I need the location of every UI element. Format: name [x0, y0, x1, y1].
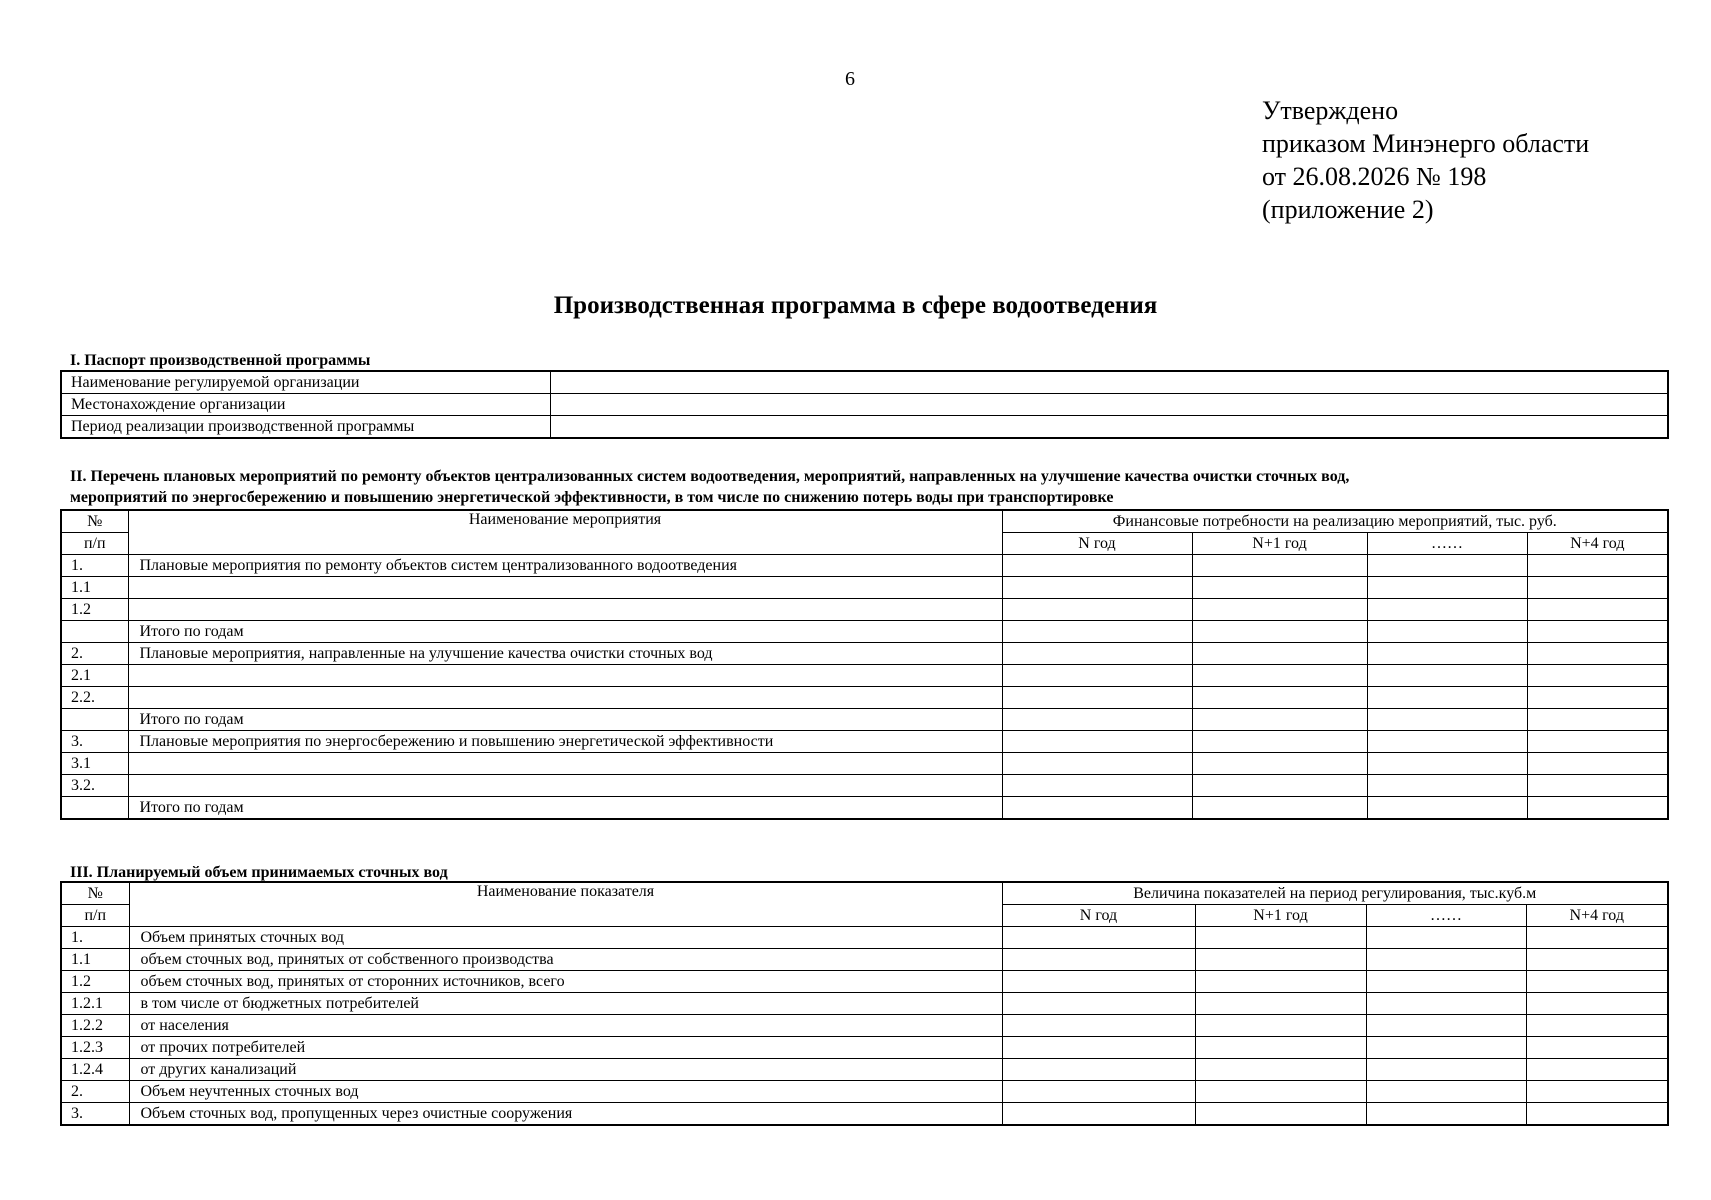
value-cell: [1527, 665, 1668, 687]
value-cell: [1195, 949, 1366, 971]
value-cell: [1526, 1081, 1668, 1103]
value-cell: [1192, 775, 1367, 797]
column-header-year: N+1 год: [1192, 533, 1367, 555]
value-cell: [1002, 1059, 1195, 1081]
row-number: 1.: [61, 927, 129, 949]
row-name: [128, 599, 1002, 621]
page-number: 6: [845, 68, 855, 90]
value-cell: [1195, 1081, 1366, 1103]
value-cell: [1367, 753, 1527, 775]
section2-heading: [70, 466, 1349, 508]
table-row: [61, 731, 1668, 753]
table-row: [61, 665, 1668, 687]
row-number: 2.: [61, 1081, 129, 1103]
volume-table: [60, 881, 1669, 1126]
column-header-num-2: п/п: [61, 905, 129, 927]
value-cell: [1367, 687, 1527, 709]
value-cell: [1002, 971, 1195, 993]
row-number: 1.1: [61, 577, 128, 599]
value-cell: [1002, 927, 1195, 949]
value-cell: [1192, 797, 1367, 820]
row-number: 1.2.1: [61, 993, 129, 1015]
value-cell: [1002, 731, 1192, 753]
row-number: 3.: [61, 1103, 129, 1126]
column-header-num: №: [61, 510, 128, 533]
row-number: [61, 621, 128, 643]
row-number: 1.1: [61, 949, 129, 971]
table-row: [61, 709, 1668, 731]
table-row: [61, 1081, 1668, 1103]
column-header-year: N+1 год: [1195, 905, 1366, 927]
section1-heading: I. Паспорт производственной программы: [70, 352, 371, 369]
table-row: [61, 371, 1668, 394]
value-cell: [1527, 599, 1668, 621]
value-cell: [1526, 1103, 1668, 1126]
value-cell: [1002, 797, 1192, 820]
table-row: [61, 1015, 1668, 1037]
value-cell: [1195, 1015, 1366, 1037]
value-cell: [1527, 621, 1668, 643]
row-number: 2.: [61, 643, 128, 665]
row-number: 3.2.: [61, 775, 128, 797]
value-cell: [1527, 731, 1668, 753]
value-cell: [1367, 731, 1527, 753]
row-name: Итого по годам: [128, 797, 1002, 820]
row-name: [128, 753, 1002, 775]
table-row: [61, 599, 1668, 621]
row-name: Итого по годам: [128, 709, 1002, 731]
table-row: [61, 1059, 1668, 1081]
row-name: [128, 665, 1002, 687]
section2-heading-line: мероприятий по энергосбережению и повышению энергетической эффективности, в том числе по снижению потерь воды при транспортировке: [70, 489, 1114, 506]
value-cell: [1367, 621, 1527, 643]
value-cell: [1195, 927, 1366, 949]
value-cell: [1192, 599, 1367, 621]
row-name: от прочих потребителей: [129, 1037, 1002, 1059]
approval-line: от 26.08.2026 № 198: [1262, 162, 1487, 191]
table-row: [61, 1103, 1668, 1126]
row-number: 1.: [61, 555, 128, 577]
row-name: [128, 577, 1002, 599]
table-row: [61, 1037, 1668, 1059]
value-cell: [1526, 949, 1668, 971]
value-cell: [1526, 1059, 1668, 1081]
value-cell: [1526, 1015, 1668, 1037]
value-cell: [1002, 775, 1192, 797]
row-number: [61, 797, 128, 820]
value-cell: [1527, 555, 1668, 577]
value-cell: [1366, 993, 1526, 1015]
table-row: [61, 687, 1668, 709]
row-name: в том числе от бюджетных потребителей: [129, 993, 1002, 1015]
approval-line: (приложение 2): [1262, 195, 1434, 224]
value-cell: [1002, 643, 1192, 665]
row-number: 1.2: [61, 971, 129, 993]
table-row: [61, 949, 1668, 971]
volume-table-body: [61, 927, 1668, 1126]
table-row: [61, 643, 1668, 665]
passport-label: Местонахождение организации: [61, 394, 550, 416]
value-cell: [1195, 1103, 1366, 1126]
table-row: [61, 577, 1668, 599]
row-name: Итого по годам: [128, 621, 1002, 643]
value-cell: [1366, 1103, 1526, 1126]
value-cell: [1195, 1037, 1366, 1059]
value-cell: [1195, 1059, 1366, 1081]
value-cell: [1526, 927, 1668, 949]
value-cell: [1002, 1081, 1195, 1103]
column-header-year: N+4 год: [1527, 533, 1668, 555]
value-cell: [1192, 555, 1367, 577]
column-group-header: Величина показателей на период регулирования, тыс.куб.м: [1002, 882, 1668, 905]
table-row: [61, 394, 1668, 416]
value-cell: [1002, 665, 1192, 687]
column-header-name: Наименование мероприятия: [128, 510, 1002, 555]
value-cell: [1366, 949, 1526, 971]
table-row: [61, 797, 1668, 820]
approval-line: Утверждено: [1262, 96, 1399, 125]
table-row: [61, 927, 1668, 949]
value-cell: [1527, 643, 1668, 665]
value-cell: [1367, 599, 1527, 621]
value-cell: [1002, 709, 1192, 731]
table-row: [61, 621, 1668, 643]
value-cell: [1002, 1015, 1195, 1037]
table-row: [61, 416, 1668, 439]
row-name: от других канализаций: [129, 1059, 1002, 1081]
value-cell: [1002, 1037, 1195, 1059]
value-cell: [1526, 993, 1668, 1015]
column-header-num-2: п/п: [61, 533, 128, 555]
value-cell: [1002, 621, 1192, 643]
row-number: 1.2.3: [61, 1037, 129, 1059]
document-title: Производственная программа в сфере водоотведения: [553, 292, 1158, 319]
value-cell: [1002, 687, 1192, 709]
value-cell: [1002, 993, 1195, 1015]
value-cell: [1002, 1103, 1195, 1126]
table-row: [61, 775, 1668, 797]
value-cell: [1526, 971, 1668, 993]
section3-heading: III. Планируемый объем принимаемых сточных вод: [70, 864, 448, 881]
passport-value: [550, 394, 1668, 416]
value-cell: [1367, 577, 1527, 599]
row-name: Объем сточных вод, пропущенных через очистные сооружения: [129, 1103, 1002, 1126]
row-number: 1.2.4: [61, 1059, 129, 1081]
value-cell: [1192, 577, 1367, 599]
row-name: Плановые мероприятия по ремонту объектов систем централизованного водоотведения: [128, 555, 1002, 577]
column-header-year: N год: [1002, 533, 1192, 555]
value-cell: [1195, 971, 1366, 993]
column-header-year: ……: [1367, 533, 1527, 555]
measures-table: [60, 509, 1669, 820]
row-name: объем сточных вод, принятых от собственного производства: [129, 949, 1002, 971]
value-cell: [1002, 753, 1192, 775]
value-cell: [1527, 687, 1668, 709]
value-cell: [1192, 753, 1367, 775]
column-header-year: ……: [1366, 905, 1526, 927]
value-cell: [1002, 599, 1192, 621]
value-cell: [1195, 993, 1366, 1015]
value-cell: [1367, 555, 1527, 577]
table-row: [61, 971, 1668, 993]
table-row: [61, 555, 1668, 577]
row-number: [61, 709, 128, 731]
value-cell: [1366, 927, 1526, 949]
table-row: [61, 993, 1668, 1015]
row-number: 2.1: [61, 665, 128, 687]
row-number: 3.: [61, 731, 128, 753]
value-cell: [1367, 775, 1527, 797]
value-cell: [1192, 731, 1367, 753]
row-number: 1.2.2: [61, 1015, 129, 1037]
row-number: 2.2.: [61, 687, 128, 709]
passport-table: [60, 370, 1669, 439]
column-header-name: Наименование показателя: [129, 882, 1002, 927]
passport-label: Период реализации производственной программы: [61, 416, 550, 439]
passport-value: [550, 416, 1668, 439]
value-cell: [1192, 665, 1367, 687]
value-cell: [1366, 1015, 1526, 1037]
value-cell: [1367, 797, 1527, 820]
value-cell: [1192, 621, 1367, 643]
value-cell: [1367, 643, 1527, 665]
row-name: [128, 775, 1002, 797]
passport-value: [550, 371, 1668, 394]
value-cell: [1192, 643, 1367, 665]
value-cell: [1527, 753, 1668, 775]
row-name: Плановые мероприятия по энергосбережению и повышению энергетической эффективности: [128, 731, 1002, 753]
value-cell: [1366, 1059, 1526, 1081]
row-number: 3.1: [61, 753, 128, 775]
value-cell: [1366, 1081, 1526, 1103]
value-cell: [1527, 797, 1668, 820]
value-cell: [1192, 709, 1367, 731]
value-cell: [1527, 775, 1668, 797]
value-cell: [1002, 949, 1195, 971]
value-cell: [1192, 687, 1367, 709]
column-header-year: N год: [1002, 905, 1195, 927]
value-cell: [1366, 1037, 1526, 1059]
measures-table-body: [61, 555, 1668, 820]
value-cell: [1526, 1037, 1668, 1059]
approval-line: приказом Минэнерго области: [1262, 129, 1590, 158]
value-cell: [1527, 577, 1668, 599]
approval-stamp: [1262, 94, 1589, 226]
table-row: [61, 753, 1668, 775]
row-name: [128, 687, 1002, 709]
passport-label: Наименование регулируемой организации: [61, 371, 550, 394]
column-header-num: №: [61, 882, 129, 905]
row-name: от населения: [129, 1015, 1002, 1037]
column-header-year: N+4 год: [1526, 905, 1668, 927]
value-cell: [1366, 971, 1526, 993]
value-cell: [1367, 665, 1527, 687]
value-cell: [1367, 709, 1527, 731]
row-number: 1.2: [61, 599, 128, 621]
row-name: Объем принятых сточных вод: [129, 927, 1002, 949]
section2-heading-line: II. Перечень плановых мероприятий по ремонту объектов централизованных систем водоотведения, мероприятий, направленных на улучшение качества очистки сточных вод,: [70, 468, 1350, 485]
table-header-row: [61, 510, 1668, 533]
row-name: объем сточных вод, принятых от сторонних источников, всего: [129, 971, 1002, 993]
column-group-header: Финансовые потребности на реализацию мероприятий, тыс. руб.: [1002, 510, 1668, 533]
row-name: Плановые мероприятия, направленные на улучшение качества очистки сточных вод: [128, 643, 1002, 665]
table-header-row: [61, 882, 1668, 905]
value-cell: [1527, 709, 1668, 731]
row-name: Объем неучтенных сточных вод: [129, 1081, 1002, 1103]
value-cell: [1002, 577, 1192, 599]
value-cell: [1002, 555, 1192, 577]
